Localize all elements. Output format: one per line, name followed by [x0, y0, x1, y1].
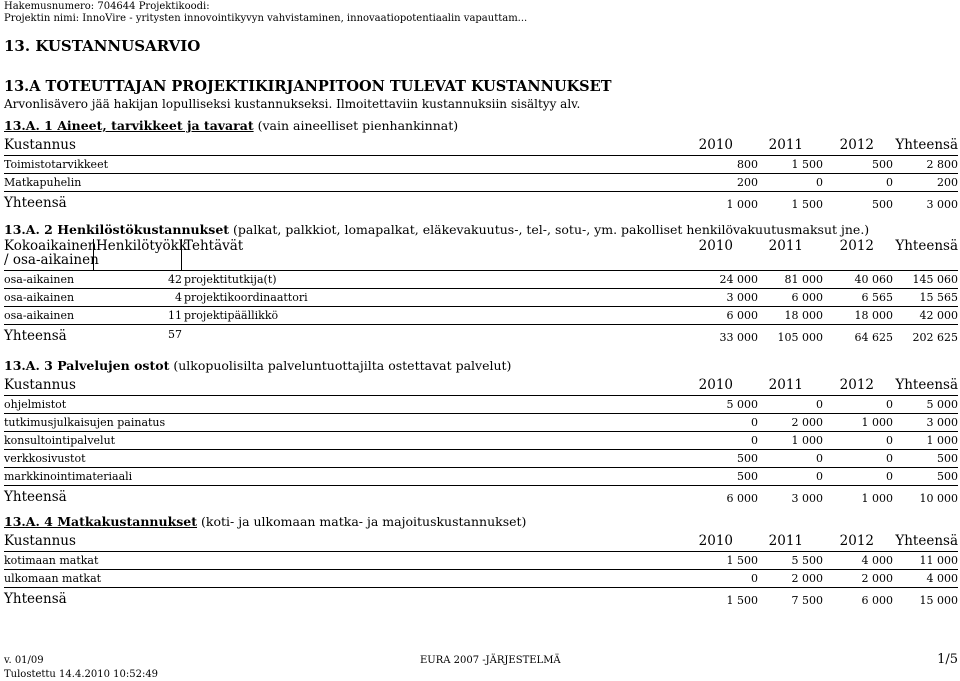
cell-2011: 0 [816, 452, 823, 465]
total-2011: 1 500 [791, 198, 823, 211]
cell-2011: 1 000 [791, 434, 823, 447]
row-label: kotimaan matkat [4, 554, 99, 567]
cell-2010: 3 000 [726, 291, 758, 304]
cell-total: 4 000 [926, 572, 958, 585]
divider [93, 239, 94, 270]
cell-2010: 6 000 [726, 309, 758, 322]
section-4-title [4, 514, 526, 529]
row-task: projektipäällikkö [184, 309, 279, 322]
section-4-title-bold: 13.A. 4 Matkakustannukset [4, 514, 198, 529]
row-type: osa-aikainen [4, 273, 75, 286]
cell-2010: 0 [751, 416, 758, 429]
table-row [4, 289, 958, 307]
cell-total: 11 000 [919, 554, 958, 567]
cell-2010: 500 [737, 470, 758, 483]
table-row [4, 570, 958, 588]
table-header-row [4, 531, 958, 552]
section-1-title-bold: 13.A. 1 Aineet, tarvikkeet ja tavarat [4, 118, 254, 133]
cell-2011: 5 500 [791, 554, 823, 567]
row-person-months: 42 [168, 273, 182, 286]
cell-total: 42 000 [919, 309, 958, 322]
total-total: 10 000 [919, 492, 958, 505]
total-2010: 1 500 [726, 594, 758, 607]
section-heading: 13.A TOTEUTTAJAN PROJEKTIKIRJANPITOON TULEVAT KUSTANNUKSET [4, 78, 612, 95]
cell-2012: 2 000 [861, 572, 893, 585]
total-label: Yhteensä [4, 328, 67, 344]
row-label: markkinointimateriaali [4, 470, 133, 483]
total-row [4, 192, 958, 213]
cell-2012: 1 000 [861, 416, 893, 429]
cell-total: 3 000 [926, 416, 958, 429]
row-type: osa-aikainen [4, 291, 75, 304]
cell-total: 500 [937, 452, 958, 465]
table-header-row [4, 239, 958, 271]
col-cost: Kustannus [4, 137, 76, 153]
table-row [4, 432, 958, 450]
section-1-title-rest: (vain aineelliset pienhankinnat) [253, 118, 459, 133]
row-task: projektikoordinaattori [184, 291, 308, 304]
cell-2011: 2 000 [791, 572, 823, 585]
section-3-title-rest: (ulkopuolisilta palveluntuottajilta ostettavat palvelut) [169, 358, 512, 373]
row-person-months: 4 [175, 291, 182, 304]
total-2012: 500 [872, 198, 893, 211]
table-row [4, 174, 958, 192]
total-2012: 6 000 [861, 594, 893, 607]
col-2010: 2010 [698, 533, 733, 549]
table-header-row [4, 134, 958, 156]
cell-2012: 6 565 [861, 291, 893, 304]
total-2010: 33 000 [719, 331, 758, 344]
page-number: 1/5 [937, 652, 958, 667]
total-label: Yhteensä [4, 195, 67, 211]
cell-2011: 6 000 [791, 291, 823, 304]
col-cost: Kustannus [4, 533, 76, 549]
total-2010: 6 000 [726, 492, 758, 505]
cell-total: 200 [937, 176, 958, 189]
section-2-title-rest: (palkat, palkkiot, lomapalkat, eläkevakuutus-, tel-, sotu-, ym. pakolliset henkilövakuutusmaksut jne.) [229, 222, 870, 237]
materials-table [4, 134, 958, 213]
personnel-table [4, 239, 958, 346]
col-2011: 2011 [768, 377, 803, 393]
cell-total: 2 800 [926, 158, 958, 171]
page-title: 13. KUSTANNUSARVIO [4, 37, 201, 55]
total-person-months: 57 [168, 328, 182, 341]
cell-2011: 0 [816, 470, 823, 483]
total-2011: 3 000 [791, 492, 823, 505]
row-label: ulkomaan matkat [4, 572, 102, 585]
row-label: tutkimusjulkaisujen painatus [4, 416, 166, 429]
row-type: osa-aikainen [4, 309, 75, 322]
cell-2012: 0 [886, 398, 893, 411]
col-2011: 2011 [768, 533, 803, 549]
col-2010: 2010 [698, 377, 733, 393]
col-total: Yhteensä [895, 377, 958, 393]
table-header-row [4, 375, 958, 396]
cell-total: 500 [937, 470, 958, 483]
application-number: Hakemusnumero: 704644 Projektikoodi: [4, 1, 210, 12]
col-total: Yhteensä [895, 533, 958, 549]
table-row [4, 307, 958, 325]
col-tasks: Tehtävät [184, 238, 244, 254]
table-row [4, 468, 958, 486]
version-label: v. 01/09 [4, 655, 44, 666]
cell-2012: 500 [872, 158, 893, 171]
cell-2010: 5 000 [726, 398, 758, 411]
total-total: 15 000 [919, 594, 958, 607]
travel-table [4, 531, 958, 609]
cell-2012: 18 000 [854, 309, 893, 322]
col-2012: 2012 [839, 377, 874, 393]
col-type-2: / osa-aikainen [4, 252, 99, 268]
vat-note: Arvonlisävero jää hakijan lopulliseksi kustannukseksi. Ilmoitettaviin kustannuksiin sisältyy alv. [4, 97, 581, 111]
cell-2012: 40 060 [854, 273, 893, 286]
col-type: Kokoaikainen [4, 238, 97, 254]
section-2-title-bold: 13.A. 2 Henkilöstökustannukset [4, 222, 230, 237]
section-1-title [4, 118, 458, 133]
cell-2012: 0 [886, 470, 893, 483]
cell-2011: 18 000 [784, 309, 823, 322]
cell-total: 145 060 [912, 273, 958, 286]
cell-2010: 1 500 [726, 554, 758, 567]
total-2011: 7 500 [791, 594, 823, 607]
section-3-title [4, 358, 511, 373]
cell-total: 1 000 [926, 434, 958, 447]
row-task: projektitutkija(t) [184, 273, 277, 286]
table-row [4, 414, 958, 432]
total-label: Yhteensä [4, 591, 67, 607]
section-4-title-rest: (koti- ja ulkomaan matka- ja majoituskustannukset) [197, 514, 527, 529]
col-2010: 2010 [698, 137, 733, 153]
cell-2010: 0 [751, 572, 758, 585]
total-2011: 105 000 [777, 331, 823, 344]
cell-2011: 81 000 [784, 273, 823, 286]
total-row [4, 325, 958, 346]
col-2011: 2011 [768, 137, 803, 153]
row-label: Toimistotarvikkeet [4, 158, 109, 171]
row-label: ohjelmistot [4, 398, 67, 411]
cell-2011: 0 [816, 398, 823, 411]
col-total: Yhteensä [895, 238, 958, 254]
row-label: verkkosivustot [4, 452, 86, 465]
total-2010: 1 000 [726, 198, 758, 211]
cell-total: 5 000 [926, 398, 958, 411]
cell-total: 15 565 [919, 291, 958, 304]
col-2010: 2010 [698, 238, 733, 254]
col-2011: 2011 [768, 238, 803, 254]
cell-2011: 1 500 [791, 158, 823, 171]
table-row [4, 396, 958, 414]
row-label: Matkapuhelin [4, 176, 82, 189]
cell-2011: 2 000 [791, 416, 823, 429]
total-total: 3 000 [926, 198, 958, 211]
col-cost: Kustannus [4, 377, 76, 393]
cell-2010: 200 [737, 176, 758, 189]
cell-2010: 0 [751, 434, 758, 447]
col-2012: 2012 [839, 137, 874, 153]
cell-2010: 24 000 [719, 273, 758, 286]
cell-2012: 0 [886, 176, 893, 189]
row-label: konsultointipalvelut [4, 434, 116, 447]
project-name: Projektin nimi: InnoVire - yritysten innovointikyvyn vahvistaminen, innovaatiopotentiaalin vapauttam... [4, 13, 528, 24]
section-2-title [4, 222, 869, 237]
total-label: Yhteensä [4, 489, 67, 505]
col-person-months: Henkilötyökk [96, 238, 187, 254]
col-total: Yhteensä [895, 137, 958, 153]
row-person-months: 11 [168, 309, 182, 322]
col-2012: 2012 [839, 238, 874, 254]
total-2012: 64 625 [854, 331, 893, 344]
cell-2012: 0 [886, 452, 893, 465]
printed-timestamp: Tulostettu 14.4.2010 10:52:49 [4, 669, 159, 680]
table-row [4, 552, 958, 570]
services-table [4, 375, 958, 507]
cell-2012: 4 000 [861, 554, 893, 567]
cell-2010: 800 [737, 158, 758, 171]
total-2012: 1 000 [861, 492, 893, 505]
cell-2010: 500 [737, 452, 758, 465]
total-row [4, 588, 958, 609]
total-row [4, 486, 958, 507]
cell-2012: 0 [886, 434, 893, 447]
table-row [4, 271, 958, 289]
table-row [4, 450, 958, 468]
system-label: EURA 2007 -JÄRJESTELMÄ [420, 655, 561, 666]
total-total: 202 625 [912, 331, 958, 344]
divider [181, 239, 182, 270]
col-2012: 2012 [839, 533, 874, 549]
cell-2011: 0 [816, 176, 823, 189]
table-row [4, 156, 958, 174]
section-3-title-bold: 13.A. 3 Palvelujen ostot [4, 358, 170, 373]
